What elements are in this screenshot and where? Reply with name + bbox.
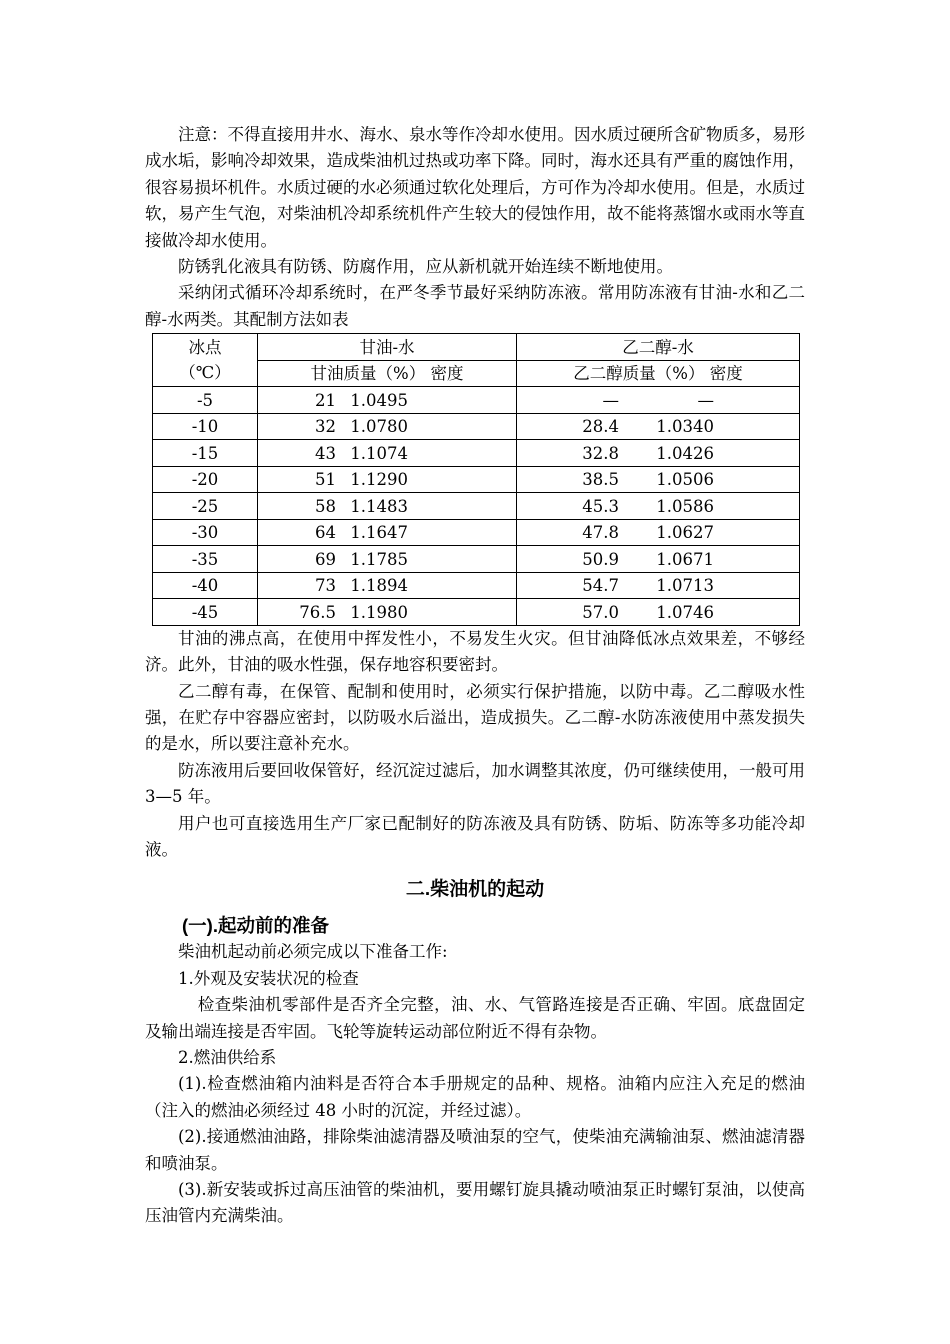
item2-title: 2.燃油供给系 [178,1048,277,1068]
glycerin-density: 1.1894 [350,576,408,595]
table-row [153,413,800,440]
glycol-mass: 38.5 [582,470,619,489]
paragraph-glycerin: 甘油的沸点高，在使用中挥发性小，不易发生火灾。但甘油降低冰点效果差，不够经济。此外，甘油的吸水性强，保存地容积要密封。 [145,628,805,675]
freeze-point-header [153,334,258,387]
glycerin-mass: 43 [315,443,336,463]
glycerin-mass: 32 [315,417,336,436]
glycol-density: 1.0713 [656,576,714,595]
freeze-point-cell: -35 [153,546,258,573]
glycerin-cell [258,440,517,467]
freeze-point-cell: -45 [153,599,258,626]
glycerin-header: 甘油-水 [258,334,517,361]
item2-step-1: (1).检查燃油箱内油料是否符合本手册规定的品种、规格。油箱内应注入充足的燃油（注入的燃油必须经过 48 小时的沉淀，并经过滤）。 [145,1074,805,1120]
glycol-mass: 57.0 [582,602,619,622]
table-row [153,572,800,599]
glycol-cell [517,466,800,493]
glycerin-mass: 76.5 [299,602,336,622]
document-page [145,122,805,1230]
item2-step-2: (2).接通燃油油路，排除柴油滤清器及喷油泵的空气，使柴油充满输油泵、燃油滤清器和喷油泵。 [145,1127,805,1173]
glycerin-mass: 51 [315,470,336,489]
item2-step-3: (3).新安装或拆过高压油管的柴油机，要用螺钉旋具撬动喷油泵正时螺钉泵油，以使高压油管内充满柴油。 [145,1180,805,1226]
glycerin-cell [258,546,517,573]
section-title: 二.柴油机的起动 [405,879,545,901]
glycerin-cell [258,519,517,546]
paragraph-rust-emulsion: 防锈乳化液具有防锈、防腐作用，应从新机就开始连续不断地使用。 [178,257,673,277]
glycol-cell [517,599,800,626]
glycol-density: 1.0627 [656,523,714,542]
glycol-density: 1.0340 [656,417,714,436]
glycol-density: 1.0586 [656,496,714,516]
paragraph-glycol: 乙二醇有毒，在保管、配制和使用时，必须实行保护措施，以防中毒。乙二醇吸水性强，在贮存中容器应密封，以防吸水后溢出，造成损失。乙二醇-水防冻液使用中蒸发损失的是水，所以要注意补充水。 [145,681,805,754]
glycol-density: 1.0506 [656,470,714,489]
freeze-point-cell: -10 [153,413,258,440]
table-row [153,546,800,573]
freeze-point-cell: -30 [153,519,258,546]
glycol-density: 1.0671 [656,549,714,569]
glycerin-cell [258,599,517,626]
table-row [153,466,800,493]
glycerin-density: 1.1483 [350,496,408,516]
table-row [153,599,800,626]
glycerin-cell [258,466,517,493]
table-row [153,387,800,414]
glycerin-cell [258,387,517,414]
glycol-density: 1.0426 [656,443,714,463]
glycerin-density: 1.1074 [350,443,408,463]
glycerin-density: 1.1980 [350,602,408,622]
paragraph-water-note: 注意：不得直接用井水、海水、泉水等作冷却水使用。因水质过硬所含矿物质多，易形成水垢，影响冷却效果，造成柴油机过热或功率下降。同时，海水还具有严重的腐蚀作用，很容易损坏机件。水质过硬的水必须通过软化处理后，方可作为冷却水使用。但是，水质过软，易产生气泡，对柴油机冷却系统机件产生较大的侵蚀作用，故不能将蒸馏水或雨水等直接做冷却水使用。 [145,125,805,250]
glycol-cell [517,519,800,546]
freeze-point-cell: -5 [153,387,258,414]
glycol-mass: 45.3 [582,496,619,516]
freeze-point-label: 冰点 [188,338,222,358]
freeze-point-cell: -20 [153,466,258,493]
glycerin-subheader: 甘油质量（%） 密度 [258,360,517,387]
glycol-mass: 32.8 [582,443,619,463]
paragraph-users: 用户也可直接选用生产厂家已配制好的防冻液及具有防锈、防垢、防冻等多功能冷却液。 [145,813,805,859]
paragraph-intro: 柴油机起动前必须完成以下准备工作: [178,942,448,962]
glycol-mass: 50.9 [582,549,619,569]
glycol-mass: — [602,390,619,410]
table-row [153,440,800,467]
paragraph-recovery: 防冻液用后要回收保管好，经沉淀过滤后，加水调整其浓度，仍可继续使用，一般可用 3—5 年。 [145,760,805,807]
glycol-subheader: 乙二醇质量（%） 密度 [517,360,800,387]
glycerin-mass: 69 [315,549,336,569]
glycol-cell [517,413,800,440]
glycerin-cell [258,493,517,520]
freeze-point-cell: -25 [153,493,258,520]
glycerin-density: 1.1785 [350,549,408,569]
glycol-cell [517,572,800,599]
freeze-point-unit: （℃） [179,363,231,383]
item1-body: 检查柴油机零部件是否齐全完整，油、水、气管路连接是否正确、牢固。底盘固定及输出端连接是否牢固。飞轮等旋转运动部位附近不得有杂物。 [145,995,805,1041]
table-row [153,493,800,520]
glycol-mass: 54.7 [582,576,619,595]
table-body [153,387,800,626]
glycol-mass: 28.4 [582,417,619,436]
glycerin-mass: 21 [315,390,336,410]
glycerin-mass: 58 [315,496,336,516]
glycol-density: 1.0746 [656,602,714,622]
glycerin-density: 1.0495 [350,390,408,410]
glycol-cell [517,387,800,414]
glycol-density: — [697,390,714,410]
paragraph-antifreeze-intro: 采纳闭式循环冷却系统时，在严冬季节最好采纳防冻液。常用防冻液有甘油-水和乙二醇-水两类。其配制方法如表 [145,283,805,329]
glycol-cell [517,440,800,467]
glycerin-cell [258,572,517,599]
subsection-title: (一).起动前的准备 [182,915,329,937]
glycerin-density: 1.0780 [350,417,408,436]
glycerin-density: 1.1290 [350,470,408,489]
glycerin-mass: 64 [315,523,336,542]
table-row [153,519,800,546]
glycerin-density: 1.1647 [350,523,408,542]
antifreeze-table [152,333,800,626]
freeze-point-cell: -40 [153,572,258,599]
glycol-header: 乙二醇-水 [517,334,800,361]
glycol-mass: 47.8 [582,523,619,542]
glycerin-mass: 73 [315,576,336,595]
glycol-cell [517,546,800,573]
freeze-point-cell: -15 [153,440,258,467]
glycerin-cell [258,413,517,440]
item1-title: 1.外观及安装状况的检查 [178,968,359,988]
glycol-cell [517,493,800,520]
